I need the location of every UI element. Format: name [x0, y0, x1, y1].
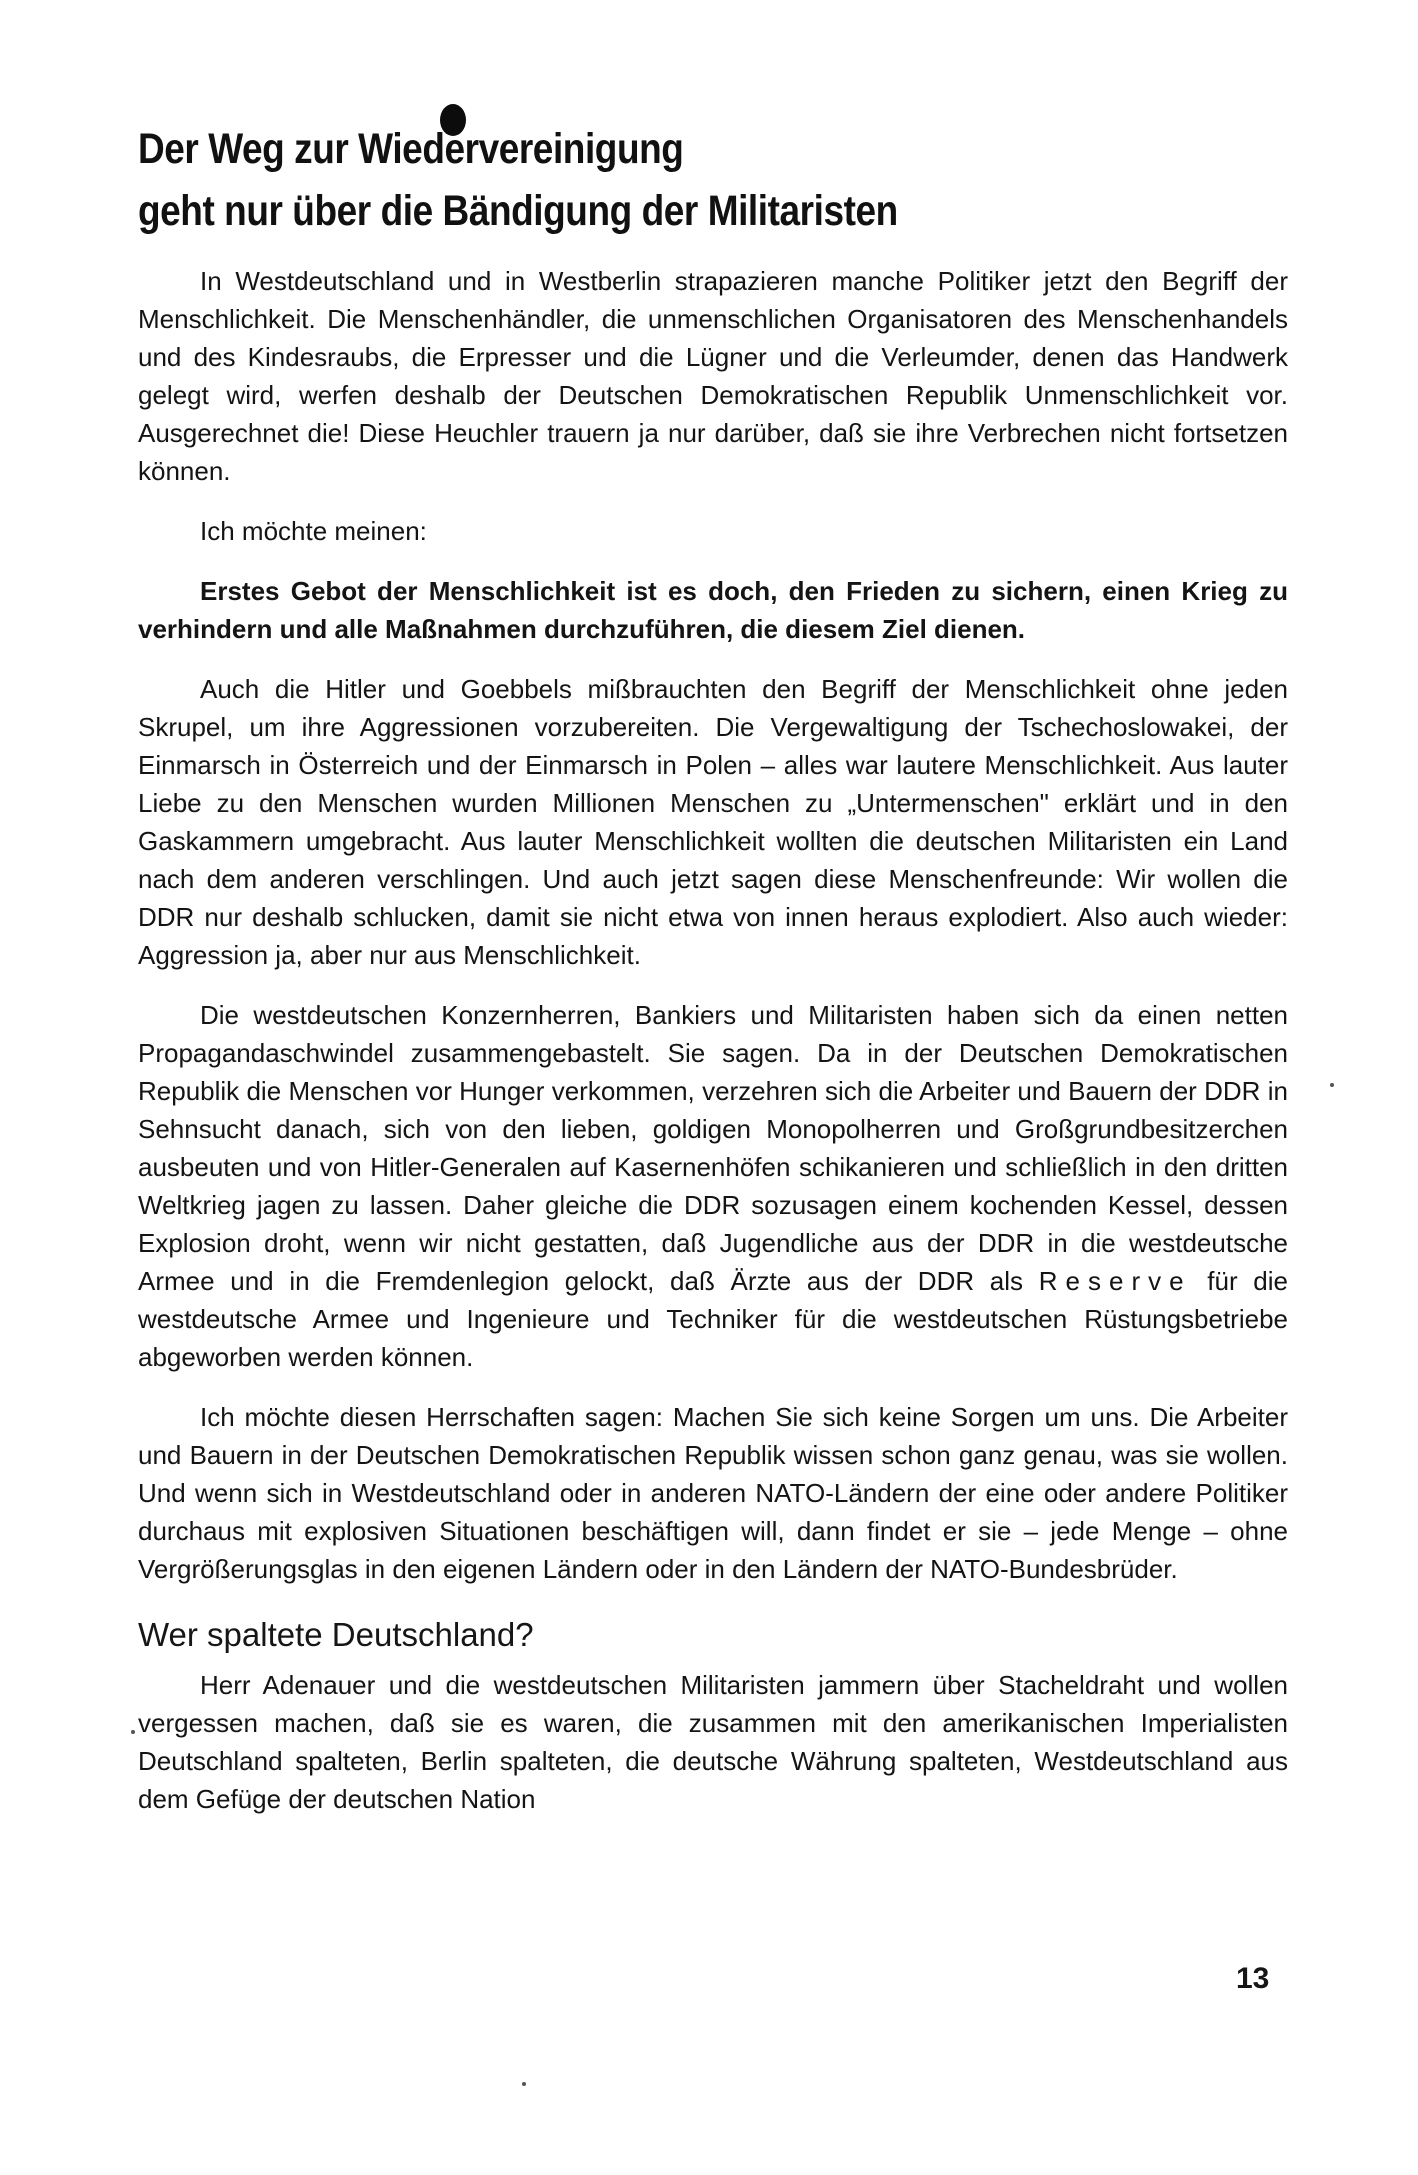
print-speck: [522, 2082, 526, 2086]
article-headline: [138, 118, 1127, 242]
paragraph-5: [138, 996, 1288, 1376]
paragraph-4: Auch die Hitler und Goebbels mißbrauchten den Begriff der Menschlichkeit ohne jeden Skrupel, um ihre Aggressionen vorzubereiten. Die Vergewaltigung der Tschechoslowakei, der Einmarsch in Österreich und der Einmarsch in Polen – alles war lautere Menschlichkeit. Aus lauter Liebe zu den Menschen wurden Millionen Menschen zu „Untermenschen" erklärt und in den Gaskammern umgebracht. Aus lauter Menschlichkeit wollten die deutschen Militaristen ein Land nach dem anderen verschlingen. Und auch jetzt sagen diese Menschenfreunde: Wir wollen die DDR nur deshalb schlucken, damit sie nicht etwa von innen heraus explodiert. Also auch wieder: Aggression ja, aber nur aus Menschlichkeit.: [138, 674, 1288, 970]
headline-line-1: Der Weg zur Wiedervereinigung: [138, 125, 684, 173]
paragraph-3-emphasis: Erstes Gebot der Menschlichkeit ist es doch, den Frieden zu sichern, einen Krieg zu verhindern und alle Maßnahmen durchzuführen, die diesem Ziel dienen.: [138, 576, 1288, 644]
page-number: 13: [1236, 1962, 1270, 1995]
page-content: [138, 118, 1288, 1840]
section-heading: Wer spaltete Deutschland?: [138, 1616, 534, 1653]
article-body: [138, 262, 1288, 1818]
paragraph-2: Ich möchte meinen:: [200, 516, 427, 546]
paragraph-5-spaced-word: Reserve: [1038, 1266, 1192, 1296]
paragraph-6: Ich möchte diesen Herrschaften sagen: Machen Sie sich keine Sorgen um uns. Die Arbeiter und Bauern in der Deutschen Demokratischen Republik wissen schon ganz genau, was sie wollen. Und wenn sich in Westdeutschland oder in anderen NATO-Ländern der eine oder andere Politiker durchaus mit explosiven Situationen beschäftigen will, dann findet er sie – jede Menge – ohne Vergrößerungsglas in den eigenen Ländern oder in den Ländern der NATO-Bundesbrüder.: [138, 1402, 1288, 1584]
paragraph-5-part-2: für die westdeutsche Armee und Ingenieure und Techniker für die westdeutschen Rüstungsbetriebe abgeworben werden können.: [138, 1266, 1289, 1372]
headline-line-2: geht nur über die Bändigung der Militaristen: [138, 187, 898, 235]
print-speck: [1330, 1083, 1334, 1087]
paragraph-1: In Westdeutschland und in Westberlin strapazieren manche Politiker jetzt den Begriff der Menschlichkeit. Die Menschenhändler, die unmenschlichen Organisatoren des Menschenhandels und des Kindesraubs, die Erpresser und die Lügner und die Verleumder, denen das Handwerk gelegt wird, werfen deshalb der Deutschen Demokratischen Republik Unmenschlichkeit vor. Ausgerechnet die! Diese Heuchler trauern ja nur darüber, daß sie ihre Verbrechen nicht fortsetzen können.: [138, 266, 1288, 486]
section-2-paragraph-1: Herr Adenauer und die westdeutschen Militaristen jammern über Stacheldraht und wollen vergessen machen, daß sie es waren, die zusammen mit den amerikanischen Imperialisten Deutschland spalteten, Berlin spalteten, die deutsche Währung spalteten, Westdeutschland aus dem Gefüge der deutschen Nation: [138, 1670, 1288, 1814]
paragraph-5-part-1: Die westdeutschen Konzernherren, Bankiers und Militaristen haben sich da einen netten Propagandaschwindel zusammengebastelt. Sie sagen. Da in der Deutschen Demokratischen Republik die Menschen vor Hunger verkommen, verzehren sich die Arbeiter und Bauern der DDR in Sehnsucht danach, sich von den lieben, goldigen Monopolherren und Großgrundbesitzerchen ausbeuten und von Hitler-Generalen auf Kasernenhöfen schikanieren und schließlich in den dritten Weltkrieg jagen zu lassen. Daher gleiche die DDR sozusagen einem kochenden Kessel, dessen Explosion droht, wenn wir nicht gestatten, daß Jugendliche aus der DDR in die westdeutsche Armee und in die Fremdenlegion gelockt, daß Ärzte aus der DDR als: [138, 1000, 1288, 1296]
print-speck: [131, 1730, 135, 1734]
